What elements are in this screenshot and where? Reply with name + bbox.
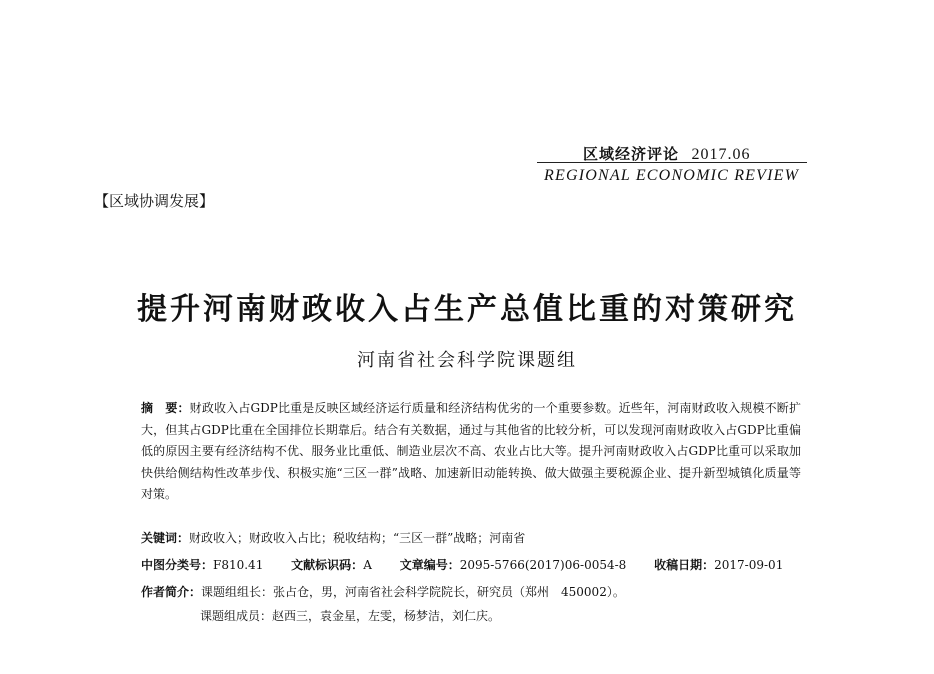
article-title: 提升河南财政收入占生产总值比重的对策研究: [137, 292, 797, 327]
journal-issue: 2017.06: [691, 146, 751, 163]
doc-code-item: [291, 558, 372, 572]
received-value: 2017-09-01: [714, 558, 784, 572]
section-tag: 【区域协调发展】: [94, 192, 215, 210]
journal-title-cn: 区域经济评论: [583, 145, 680, 163]
keywords-text: 财政收入；财政收入占比；税收结构；“三区一群”战略；河南省: [189, 531, 526, 545]
abstract: [141, 398, 801, 506]
author-intro-leader: 课题组组长：张占仓，男，河南省社会科学院院长，研究员（郑州 450002）。: [201, 585, 625, 599]
article-no-label: 文章编号：: [399, 558, 460, 572]
received-item: [654, 558, 783, 572]
author-intro: [141, 582, 801, 604]
keywords-label: 关键词：: [141, 531, 190, 545]
clc-value: F810.41: [213, 558, 264, 572]
classification-line: [141, 555, 801, 577]
article-author: 河南省社会科学院课题组: [357, 350, 577, 371]
header-rule: [537, 162, 807, 163]
article-no-item: [400, 558, 627, 572]
author-intro-label: 作者简介：: [141, 585, 202, 599]
received-label: 收稿日期：: [654, 558, 715, 572]
author-intro-members: 课题组成员：赵西三，袁金星，左雯，杨梦洁，刘仁庆。: [200, 609, 501, 623]
clc-label: 中图分类号：: [141, 558, 214, 572]
keywords: [141, 528, 801, 550]
doc-code-value: A: [363, 558, 372, 572]
article-no-value: 2095-5766(2017)06-0054-8: [459, 558, 627, 572]
journal-name-cn: [583, 143, 750, 164]
journal-name-en: REGIONAL ECONOMIC REVIEW: [544, 167, 800, 184]
abstract-text: 财政收入占GDP比重是反映区域经济运行质量和经济结构优劣的一个重要参数。近些年，河南财政收入规模不断扩大，但其占GDP比重在全国排位长期靠后。结合有关数据，通过与其他省的比较分析，可以发现河南财政收入占GDP比重偏低的原因主要有经济结构不优、服务业比重低、制造业层次不高、农业占比大等。提升河南财政收入占GDP比重可以采取加快供给侧结构性改革步伐、积极实施“三区一群”战略、加速新旧动能转换、做大做强主要税源企业、提升新型城镇化质量等对策。: [141, 401, 801, 501]
doc-code-label: 文献标识码：: [291, 558, 364, 572]
clc-item: [141, 558, 263, 572]
abstract-label: 摘 要：: [141, 401, 190, 415]
